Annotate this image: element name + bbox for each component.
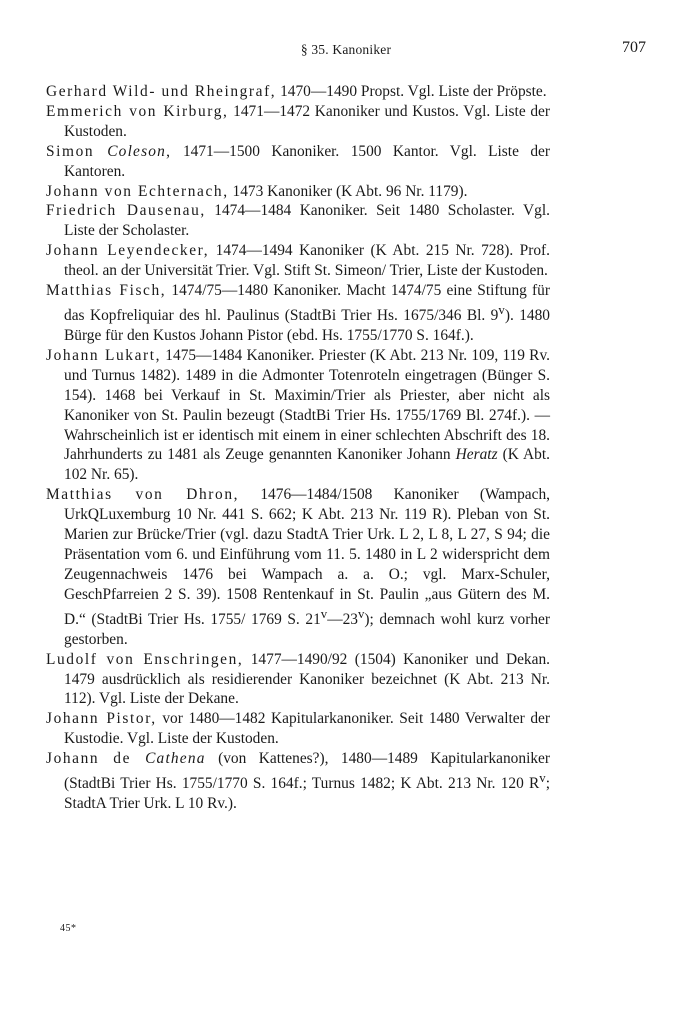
entry-text: 1470—1490 Propst. Vgl. Liste der Pröpste. xyxy=(276,83,547,100)
entry-text: ; StadtA Trier Urk. L 10 Rv.). xyxy=(64,775,550,813)
entry-name-part: , xyxy=(166,142,172,160)
entry-name xyxy=(46,750,206,767)
entry-name-part: Simon xyxy=(46,142,108,160)
entry-text: 1471—1500 Kanoniker. 1500 Kantor. Vgl. Liste der Kantoren. xyxy=(64,142,550,180)
entry-text: 1471—1472 Kanoniker und Kustos. Vgl. Liste der Kustoden. xyxy=(64,102,550,140)
entry-text: ). 1480 Bürge für den Kustos Johann Pistor (ebd. Hs. 1755/1770 S. 164f.). xyxy=(64,307,550,344)
entry-name: Johann von Echternach, xyxy=(46,182,229,200)
entry-text: 1474—1484 Kanoniker. Seit 1480 Scholaster. Vgl. Liste der Scholaster. xyxy=(64,202,550,240)
list-entry xyxy=(46,241,550,281)
entry-name: Friedrich Dausenau, xyxy=(46,202,206,220)
entry-name-part: Johann de xyxy=(46,750,146,768)
entry-text-italic: Heratz xyxy=(455,446,498,464)
superscript: v xyxy=(498,302,505,317)
entry-name: Matthias Fisch, xyxy=(46,282,167,300)
canon-list xyxy=(46,82,550,814)
list-entry xyxy=(46,709,550,749)
entry-text: (K Abt. 102 Nr. 65). xyxy=(64,446,550,484)
superscript: v xyxy=(357,606,365,621)
entry-name-italic: Coleson xyxy=(107,142,167,160)
page-number: 707 xyxy=(622,39,646,56)
entry-name-italic: Cathena xyxy=(145,750,206,768)
entry-name: Ludolf von Enschringen, xyxy=(46,650,244,668)
entry-name: Matthias von Dhron, xyxy=(46,486,240,504)
entry-name: Johann Pistor, xyxy=(46,710,157,728)
list-entry xyxy=(46,650,550,710)
entry-text: 1475—1484 Kanoniker. Priester (K Abt. 213 Nr. 109, 119 Rv. und Turnus 1482). 1489 in die Admonter Totenroteln eingetragen (Bünger S. 154). 1468 bei Verkauf in St. Maximin/Trier als Priester, aber nicht als Kanoniker von St. Paulin bezeugt (StadtBi Trier Hs. 1755/1769 Bl. 274f.). — Wahrscheinlich ist er identisch mit einem in einer schlechten Abschrift des 18. Jahrhunderts zu 1481 als Zeuge genannten Kanoniker Johann xyxy=(64,346,550,464)
running-head xyxy=(40,39,652,62)
list-entry xyxy=(46,281,550,346)
list-entry xyxy=(46,102,550,142)
entry-name: Johann Leyendecker, xyxy=(46,242,210,260)
entry-text: ); demnach wohl kurz vorher gestorben. xyxy=(64,610,551,648)
entry-name: Gerhard Wild- und Rheingraf, xyxy=(46,83,277,100)
entry-name xyxy=(46,143,172,160)
entry-name: Emmerich von Kirburg, xyxy=(46,102,229,120)
entry-text: 1474—1494 Kanoniker (K Abt. 215 Nr. 728). Prof. theol. an der Universität Trier. Vgl. Stift St. Simeon/ Trier, Liste der Kustoden. xyxy=(64,242,550,280)
list-entry xyxy=(46,182,550,202)
list-entry xyxy=(46,485,550,649)
entry-text: 1473 Kanoniker (K Abt. 96 Nr. 1179). xyxy=(228,182,468,200)
list-entry xyxy=(46,346,550,485)
list-entry xyxy=(46,82,550,102)
entry-text: 1474/75—1480 Kanoniker. Macht 1474/75 eine Stiftung für das Kopfreliquiar des hl. Paulinus (StadtBi Trier Hs. 1675/346 Bl. 9 xyxy=(64,282,550,325)
signature-mark: 45* xyxy=(60,923,77,934)
running-title: § 35. Kanoniker xyxy=(300,42,392,57)
entry-text: 1477—1490/92 (1504) Kanoniker und Dekan. 1479 ausdrücklich als residierender Kanoniker bezeichnet (K Abt. 213 Nr. 112). Vgl. Liste der Dekane. xyxy=(64,650,551,708)
entry-text: 1476—1484/1508 Kanoniker (Wampach, UrkQLuxemburg 10 Nr. 441 S. 662; K Abt. 213 Nr. 119 R). Pleban von St. Marien zur Brücke/Trier (vgl. dazu StadtA Trier Urk. L 2, L 8, L 27, S 94; die Präsentation vom 6. und Einführung vom 11. 5. 1480 in L 2 widerspricht dem Zeugennachweis 1476 bei Wampach a. a. O.; vgl. Marx-Schuler, GeschPfarreien 2 S. 39). 1508 Rentenkauf in St. Paulin „aus Gütern des M. D.“ (StadtBi Trier Hs. 1755/ 1769 S. 21 xyxy=(64,486,550,628)
list-entry xyxy=(46,201,550,241)
superscript: v xyxy=(320,606,328,621)
entry-text: (von Kattenes?), 1480—1489 Kapitularkanoniker (StadtBi Trier Hs. 1755/1770 S. 164f.; Turnus 1482; K Abt. 213 Nr. 120 R xyxy=(64,750,550,793)
list-entry xyxy=(46,749,550,814)
entry-text: —23 xyxy=(327,610,358,628)
list-entry xyxy=(46,142,550,182)
entry-name: Johann Lukart, xyxy=(46,346,162,364)
superscript: v xyxy=(539,771,546,786)
entry-text: vor 1480—1482 Kapitularkanoniker. Seit 1480 Verwalter der Kustodie. Vgl. Liste der Kustoden. xyxy=(64,710,550,748)
